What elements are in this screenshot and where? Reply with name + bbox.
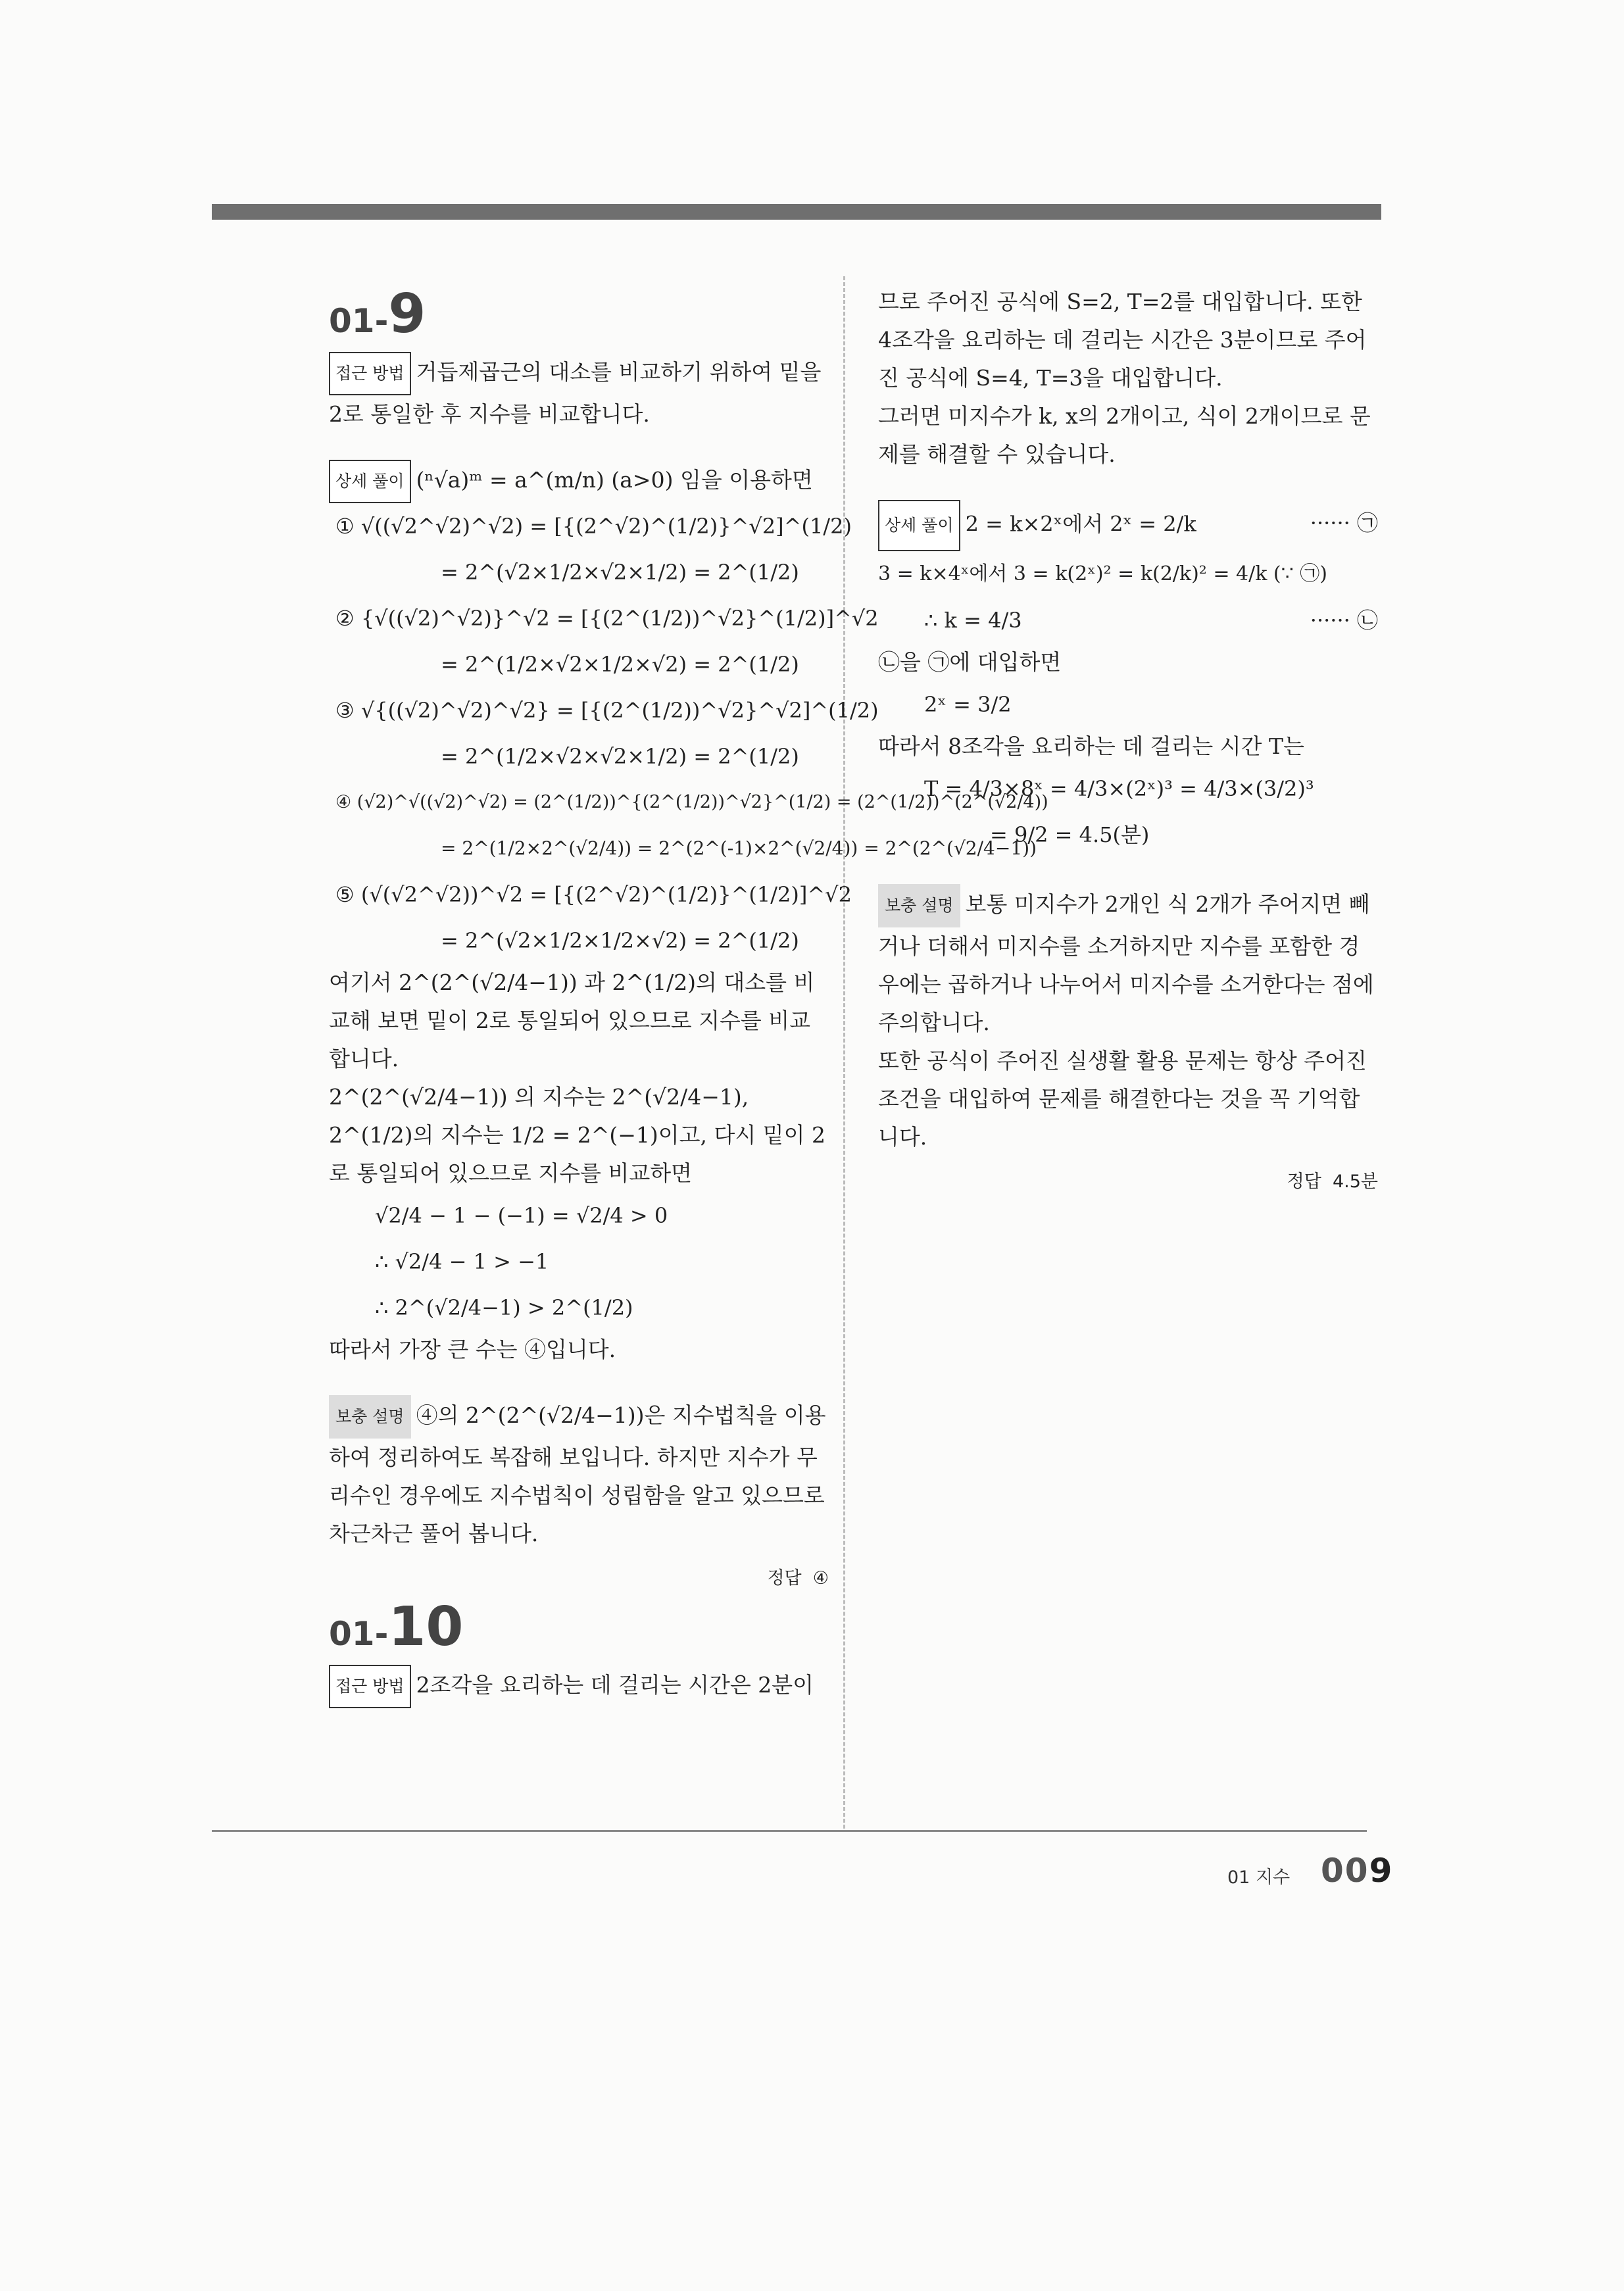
answer-9: 정답 ④: [767, 1568, 829, 1589]
compare-text-1: 여기서 2^(2^(√2/4−1)) 과 2^(1/2)의 대소를 비교해 보면 밑이 2로 통일되어 있으므로 지수를 비교합니다.: [329, 970, 815, 1072]
solution-line-8: = 2^(1/2×2^(√2/4)) = 2^(2^(-1)×2^(√2/4)) = 2^(2^(√2/4−1)): [441, 837, 1037, 859]
equation-4: 2ˣ = 3/2: [924, 692, 1012, 717]
time-text: 따라서 8조각을 요리하는 데 걸리는 시간 T는: [878, 733, 1304, 759]
compare-text-2: 2^(2^(√2/4−1)) 의 지수는 2^(√2/4−1), 2^(1/2)의 지수는 1/2 = 2^(−1)이고, 다시 밑이 2로 통일되어 있으므로 지수를 비교하면: [329, 1084, 825, 1186]
approach-label: 접근 방법: [329, 352, 411, 395]
problem-number-9: 01-9: [329, 283, 426, 345]
solution-intro: [329, 460, 829, 503]
note-text-10-1: 보통 미지수가 2개인 식 2개가 주어지면 빼거나 더해서 미지수를 소거하지만 지수를 포함한 경우에는 곱하거나 나누어서 미지수를 소거한다는 점에 주의합니다.: [878, 891, 1374, 1035]
chapter-label: 01 지수: [1227, 1867, 1291, 1888]
inequality-1: √2/4 − 1 − (−1) = √2/4 > 0: [375, 1203, 668, 1228]
solution-line-4: = 2^(1/2×√2×1/2×√2) = 2^(1/2): [441, 652, 799, 677]
solution-line-7: ④ (√2)^√((√2)^√2) = (2^(1/2))^{(2^(1/2))^√2}^(1/2) = (2^(1/2))^(2^(√2/4)): [335, 792, 1048, 812]
solution-line-5: ③ √{((√2)^√2)^√2} = [{(2^(1/2))^√2}^√2]^(1/2): [335, 698, 879, 723]
solution-label-10: 상세 풀이: [878, 500, 960, 551]
approach-paragraph-10: [329, 1665, 829, 1708]
solution-intro-text: (ⁿ√a)ᵐ = a^(m/n) (a>0) 임을 이용하면: [416, 467, 813, 493]
approach-text-10-start: 2조각을 요리하는 데 걸리는 시간은 2분이: [416, 1672, 814, 1698]
solution-line-9: ⑤ (√(√2^√2))^√2 = [{(2^√2)^(1/2)}^(1/2)]^√2: [335, 882, 852, 907]
conclusion-text: 따라서 가장 큰 수는 ④입니다.: [329, 1337, 616, 1362]
equation-tag-2: ······ ㉡: [1310, 608, 1378, 633]
approach-text-10-cont-1: 므로 주어진 공식에 S=2, T=2를 대입합니다. 또한 4조각을 요리하는 데 걸리는 시간은 3분이므로 주어진 공식에 S=4, T=3을 대입합니다.: [878, 289, 1367, 391]
approach-text: 거듭제곱근의 대소를 비교하기 위하여 밑을 2로 통일한 후 지수를 비교합니다.: [329, 359, 822, 427]
equation-3: ∴ k = 4/3 ······ ㉡: [878, 597, 1378, 643]
approach-text-10-cont-2: 그러면 미지수가 k, x의 2개이고, 식이 2개이므로 문제를 해결할 수 있습니다.: [878, 403, 1371, 467]
note-paragraph: [329, 1395, 829, 1553]
solution-line-1: ① √((√2^√2)^√2) = [{(2^√2)^(1/2)}^√2]^(1/2): [335, 514, 852, 539]
note-paragraph-10: [878, 884, 1378, 1042]
equation-6: = 9/2 = 4.5(분): [990, 822, 1150, 847]
solution-line-10: = 2^(√2×1/2×1/2×√2) = 2^(1/2): [441, 928, 799, 953]
right-column: [878, 283, 1378, 1193]
inequality-2: ∴ √2/4 − 1 > −1: [375, 1249, 549, 1274]
page-number: 009: [1321, 1852, 1394, 1890]
inequality-3: ∴ 2^(√2/4−1) > 2^(1/2): [375, 1295, 633, 1320]
note-label-10: 보충 설명: [878, 884, 960, 927]
equation-2: 3 = k×4ˣ에서 3 = k(2ˣ)² = k(2/k)² = 4/k (∵ ㉠): [878, 562, 1327, 585]
equation-tag-1: ······ ㉠: [1310, 510, 1378, 535]
column-divider: [843, 276, 845, 1829]
solution-line-3: ② {√((√2)^√2)}^√2 = [{(2^(1/2))^√2}^(1/2)]^√2: [335, 606, 879, 631]
solution-label: 상세 풀이: [329, 460, 411, 503]
solution-line-2: = 2^(√2×1/2×√2×1/2) = 2^(1/2): [441, 560, 799, 585]
approach-label-10: 접근 방법: [329, 1665, 411, 1708]
header-bar: [212, 204, 1381, 220]
answer-10: 정답 4.5분: [1287, 1171, 1378, 1192]
note-text-10-2: 또한 공식이 주어진 실생활 활용 문제는 항상 주어진 조건을 대입하여 문제를 해결한다는 것을 꼭 기억합니다.: [878, 1048, 1367, 1150]
footer-rule: [212, 1830, 1367, 1832]
problem-number-10: 01-10: [329, 1596, 464, 1658]
equation-5: T = 4/3×8ˣ = 4/3×(2ˣ)³ = 4/3×(3/2)³: [924, 776, 1314, 801]
approach-paragraph: [329, 352, 829, 433]
substitute-text: ㉡을 ㉠에 대입하면: [878, 649, 1062, 675]
solution-line-6: = 2^(1/2×√2×√2×1/2) = 2^(1/2): [441, 744, 799, 769]
note-text: ④의 2^(2^(√2/4−1))은 지수법칙을 이용하여 정리하여도 복잡해 보입니다. 하지만 지수가 무리수인 경우에도 지수법칙이 성립함을 알고 있으므로 차근차근 풀어 봅니다.: [329, 1402, 826, 1546]
note-label: 보충 설명: [329, 1395, 411, 1439]
equation-1: 상세 풀이 2 = k×2ˣ에서 2ˣ = 2/k ······ ㉠: [878, 500, 1378, 551]
